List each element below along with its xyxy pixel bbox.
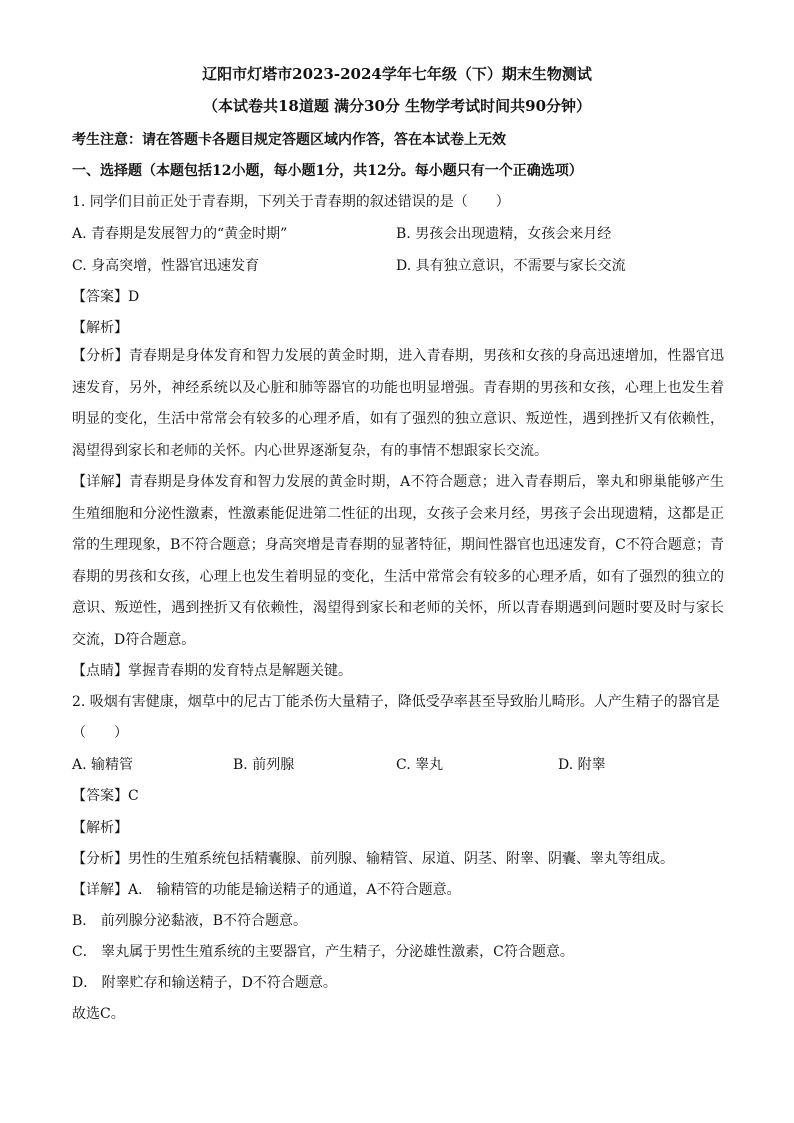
q2-answer: 【答案】C [72,788,139,804]
q1-option-a: A. 青春期是发展智力的“黄金时期” [72,226,288,242]
q2-detail-b: B． 前列腺分泌黏液，B不符合题意。 [72,913,308,929]
q2-detail-d: D． 附睾贮存和输送精子，D不符合题意。 [72,975,337,991]
q1-option-b: B. 男孩会出现遗精，女孩会来月经 [396,226,612,242]
q2-xiangjie: 【详解】A． 输精管的功能是输送精子的通道，A不符合题意。 [72,882,461,898]
q2-option-b: B. 前列腺 [233,757,295,773]
q2-detail-c: C． 睾丸属于男性生殖系统的主要器官，产生精子，分泌雄性激素，C符合题意。 [72,944,574,960]
q2-stem-bracket: （ ） [72,725,128,741]
exam-subtitle: （本试卷共18道题 满分30分 生物学考试时间共90分钟） [202,97,592,115]
q2-option-c: C. 睾丸 [396,757,444,773]
q1-stem: 1. 同学们目前正处于青春期，下列关于青春期的叙述错误的是（ ） [72,194,510,210]
q2-option-d: D. 附睾 [558,757,606,773]
q1-analysis-label: 【解析】 [72,320,128,336]
exam-title: 辽阳市灯塔市2023-2024学年七年级（下）期末生物测试 [202,65,592,83]
q2-fenxi: 【分析】男性的生殖系统包括精囊腺、前列腺、输精管、尿道、阴茎、附睾、阴囊、睾丸等组成。 [72,851,674,867]
q1-fenxi: 【分析】青春期是身体发育和智力发展的黄金时期，进入青春期，男孩和女孩的身高迅速增加，性器官迅速发育，另外，神经系统以及心脏和肺等器官的功能也明显增强。青春期的男孩和女孩，心理上也发生着明显的变化，生活中常常会有较多的心理矛盾，如有了强烈的独立意识、叛逆性，遇到挫折又有依赖性，渴望得到家长和老师的关怀。内心世界逐渐复杂，有的事情不想跟家长交流。 [72,348,724,459]
q1-option-c: C. 身高突增，性器官迅速发育 [72,258,260,274]
q1-answer: 【答案】D [72,289,140,305]
q2-option-a: A. 输精管 [72,757,134,773]
exam-notice: 考生注意：请在答题卡各题目规定答题区域内作答，答在本试卷上无效 [72,132,506,148]
q2-analysis-label: 【解析】 [72,820,128,836]
q1-option-d: D. 具有独立意识，不需要与家长交流 [396,258,626,274]
q2-final: 故选C。 [72,1006,125,1022]
q2-stem: 2. 吸烟有害健康，烟草中的尼古丁能杀伤大量精子，降低受孕率甚至导致胎儿畸形。人产生精子的器官是 [72,694,720,710]
section-heading: 一、选择题（本题包括12小题，每小题1分，共12分。每小题只有一个正确选项） [72,163,583,179]
q1-dianjing: 【点睛】掌握青春期的发育特点是解题关键。 [72,663,352,679]
q1-xiangjie: 【详解】青春期是身体发育和智力发展的黄金时期，A不符合题意；进入青春期后，睾丸和卵巢能够产生生殖细胞和分泌性激素，性激素能促进第二性征的出现，女孩子会来月经，男孩子会出现遗精，这都是正常的生理现象，B不符合题意；身高突增是青春期的显著特征，期间性器官也迅速发育，C不符合题意；青春期的男孩和女孩，心理上也发生着明显的变化，生活中常常会有较多的心理矛盾，如有了强烈的独立的意识、叛逆性，遇到挫折又有依赖性，渴望得到家长和老师的关怀，所以青春期遇到问题时要及时与家长交流，D符合题意。 [72,474,724,648]
